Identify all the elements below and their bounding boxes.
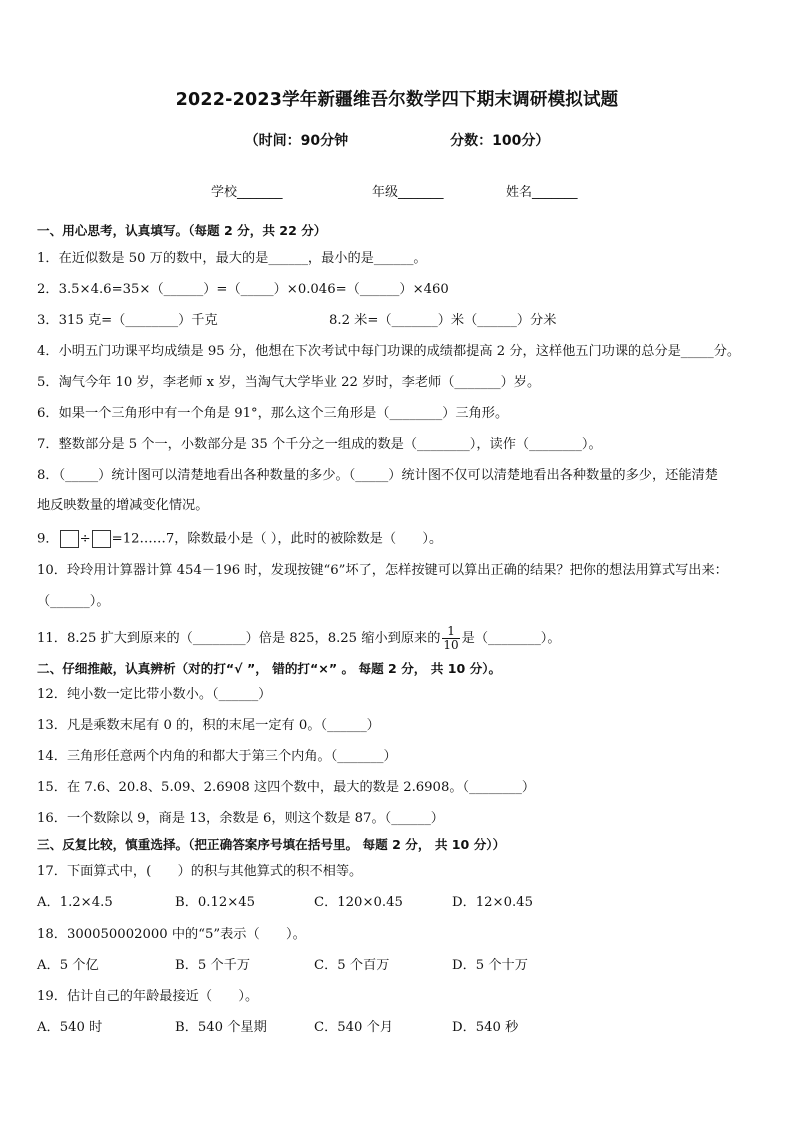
question-19: 19．估计自己的年龄最接近（ ）。 <box>37 989 259 1004</box>
question-8-line-2: 地反映数量的增减变化情况。 <box>37 498 209 513</box>
name-field: 姓名_______ <box>506 185 578 200</box>
fraction-denominator: 10 <box>443 638 459 652</box>
question-6: 6．如果一个三角形中有一个角是 91°，那么这个三角形是（________）三角形。 <box>37 406 509 421</box>
option-a: A．540 时 <box>37 1020 103 1035</box>
question-11-text-a: 11．8.25 扩大到原来的（________）倍是 825，8.25 缩小到原来的 <box>37 631 441 646</box>
option-c: C．5 个百万 <box>314 958 390 973</box>
school-field: 学校_______ <box>211 185 283 200</box>
section-3-heading: 三、反复比较，慎重选择。（把正确答案序号填在括号里。 每题 2 分， 共 10 分）） <box>37 837 506 852</box>
option-b: B．540 个星期 <box>175 1020 267 1035</box>
option-d: D．540 秒 <box>452 1020 519 1035</box>
question-17: 17．下面算式中，( ）的积与其他算式的积不相等。 <box>37 864 363 879</box>
exam-subtitle <box>0 130 794 150</box>
option-b: B．5 个千万 <box>175 958 251 973</box>
grade-field: 年级_______ <box>372 185 444 200</box>
question-10-line-1: 10．玲玲用计算器计算 454－196 时，发现按键“6”坏了，怎样按键可以算出正确的结果？把你的想法用算式写出来： <box>37 563 728 578</box>
question-9-number: 9． <box>37 531 59 547</box>
question-11 <box>37 625 774 653</box>
divisor-box <box>92 530 111 548</box>
question-10-line-2: （______）。 <box>37 594 110 609</box>
question-11-text-b: 是（________）。 <box>461 631 561 646</box>
question-7: 7．整数部分是 5 个一，小数部分是 35 个千分之一组成的数是（________），读作（________）。 <box>37 437 602 452</box>
question-15: 15．在 7.6、20.8、5.09、2.6908 这四个数中，最大的数是 2.6908。（________） <box>37 780 536 795</box>
question-14: 14．三角形任意两个内角的和都大于第三个内角。（_______） <box>37 749 397 764</box>
option-c: C．120×0.45 <box>314 895 403 910</box>
question-13: 13．凡是乘数末尾有 0 的，积的末尾一定有 0。（______） <box>37 718 380 733</box>
page-title: 2022-2023学年新疆维吾尔数学四下期末调研模拟试题 <box>175 90 619 110</box>
question-18: 18．300050002000 中的“5”表示（ ）。 <box>37 927 306 942</box>
question-5: 5．淘气今年 10 岁，李老师 x 岁，当淘气大学毕业 22 岁时，李老师（_______）岁。 <box>37 375 541 390</box>
option-d: D．12×0.45 <box>452 895 533 910</box>
question-8-line-1: 8．（_____）统计图可以清楚地看出各种数量的多少。（_____）统计图不仅可以清楚地看出各种数量的多少，还能清楚 <box>37 468 718 483</box>
question-1: 1．在近似数是 50 万的数中，最大的是______，最小的是______。 <box>37 251 427 266</box>
option-c: C．540 个月 <box>314 1020 394 1035</box>
question-3 <box>37 312 774 330</box>
division-sign: ÷ <box>79 531 91 547</box>
option-a: A．1.2×4.5 <box>37 895 113 910</box>
question-9 <box>37 530 774 549</box>
question-3-part-b: 8.2 米=（_______）米（______）分米 <box>329 313 557 328</box>
option-a: A．5 个亿 <box>37 958 99 973</box>
question-12: 12．纯小数一定比带小数小。（______） <box>37 687 272 702</box>
section-1-heading: 一、用心思考，认真填写。（每题 2 分，共 22 分） <box>37 223 327 238</box>
fraction-numerator: 1 <box>442 625 459 639</box>
question-16: 16．一个数除以 9，商是 13，余数是 6，则这个数是 87。（______） <box>37 811 444 826</box>
section-2-heading: 二、仔细推敲，认真辨析（对的打“√ ”， 错的打“×” 。 每题 2 分， 共 10 分）。 <box>37 661 502 676</box>
option-b: B．0.12×45 <box>175 895 256 910</box>
question-4: 4．小明五门功课平均成绩是 95 分，他想在下次考试中每门功课的成绩都提高 2 分，这样他五门功课的总分是_____分。 <box>37 344 741 359</box>
time-label: （时间：90分钟 <box>244 133 349 149</box>
question-3-part-a: 3．315 克=（________）千克 <box>37 313 218 328</box>
question-2: 2．3.5×4.6=35×（______）=（_____）×0.046=（______）×460 <box>37 282 449 297</box>
score-label: 分数：100分） <box>450 133 550 149</box>
dividend-box <box>60 530 79 548</box>
option-d: D．5 个十万 <box>452 958 528 973</box>
question-9-text: =12……7，除数最小是（ ），此时的被除数是（ ）。 <box>111 531 443 547</box>
fraction <box>442 625 459 652</box>
